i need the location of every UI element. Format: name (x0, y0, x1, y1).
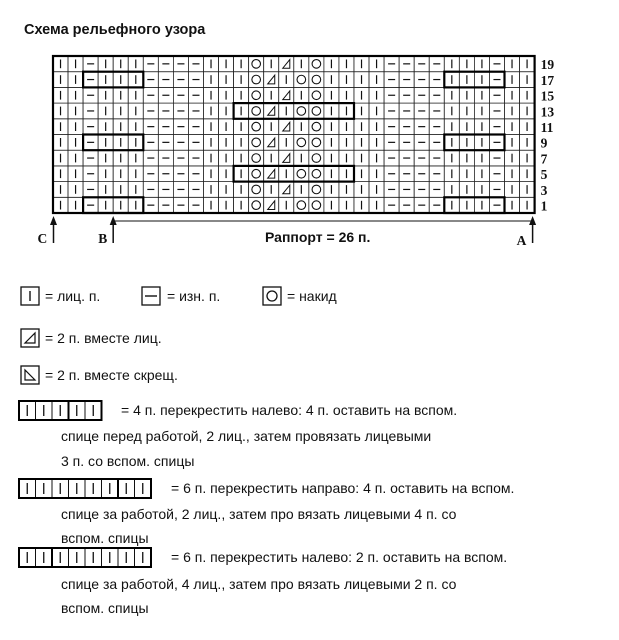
legend-yo: = накид (287, 288, 337, 304)
marker-c: C (37, 231, 48, 246)
chart-cell (309, 150, 324, 166)
chart-cell (249, 72, 264, 88)
row-number: 11 (540, 120, 554, 135)
cable-6-left-icon (18, 547, 168, 569)
chart-cell (249, 166, 264, 182)
row-number: 3 (540, 182, 548, 198)
legend-cable6-right-line1: = 6 п. перекрестить направо: 4 п. оставить на вспом. (171, 480, 515, 496)
chart-cell (294, 135, 309, 151)
row-numbers (541, 57, 555, 213)
legend-cable4-left-line3: 3 п. со вспом. спицы (61, 453, 195, 469)
chart-cell (309, 182, 324, 198)
chart-cell (249, 87, 264, 103)
chart-cell (294, 103, 309, 119)
chart-cell (309, 166, 324, 182)
chart-cell (249, 119, 264, 135)
legend-cable6-right-line3: вспом. спицы (61, 530, 149, 546)
chart-cell (249, 197, 264, 213)
knitting-chart (0, 0, 619, 270)
cable-6-right-icon (18, 478, 168, 500)
legend-cable6-left-line3: вспом. спицы (61, 600, 149, 616)
legend-cable4-left-line2: спице перед работой, 2 лиц., затем провязать лицевыми (61, 428, 432, 444)
yarn-over-icon (262, 286, 282, 306)
knit-stitch-icon (20, 286, 40, 306)
chart-cell (309, 56, 324, 72)
row-number: 9 (540, 135, 548, 151)
marker-a: A (516, 233, 527, 248)
chart-cell (249, 135, 264, 151)
row-number: 7 (540, 151, 548, 167)
chart-cell (309, 197, 324, 213)
chart-cell (309, 103, 324, 119)
chart-cell (294, 72, 309, 88)
repeat-label: Раппорт = 26 п. (265, 229, 371, 245)
k2tog-icon (20, 328, 40, 348)
chart-cell (309, 119, 324, 135)
row-number: 1 (540, 198, 548, 214)
chart-cell (249, 103, 264, 119)
row-number: 15 (540, 88, 555, 104)
legend-cable6-left-line2: спице за работой, 4 лиц., затем про вязать лицевыми 2 п. со (61, 576, 457, 592)
row-number: 19 (540, 57, 555, 73)
legend-k2tog-tbl: = 2 п. вместе скрещ. (45, 367, 178, 383)
chart-title: Схема рельефного узора (24, 22, 206, 38)
chart-cell (249, 150, 264, 166)
chart-cell (309, 135, 324, 151)
chart-cell (294, 197, 309, 213)
legend-knit: = лиц. п. (45, 288, 101, 304)
marker-b: B (98, 231, 108, 246)
legend-k2tog: = 2 п. вместе лиц. (45, 330, 162, 346)
legend-cable6-left-line1: = 6 п. перекрестить налево: 2 п. оставить на вспом. (171, 549, 508, 565)
chart-cell (249, 182, 264, 198)
row-number: 13 (540, 104, 555, 120)
chart-cell (309, 87, 324, 103)
cable-4-left-icon (18, 400, 118, 422)
k2tog-tbl-icon (20, 365, 40, 385)
row-number: 5 (540, 167, 548, 183)
legend-cable6-right-line2: спице за работой, 2 лиц., затем про вязать лицевыми 4 п. со (61, 506, 457, 522)
row-number: 17 (540, 72, 555, 88)
arrow-c-head (50, 216, 57, 225)
purl-stitch-icon (141, 286, 161, 306)
chart-cell (309, 72, 324, 88)
chart-cell (294, 166, 309, 182)
legend-cable4-left-line1: = 4 п. перекрестить налево: 4 п. оставить на вспом. (121, 402, 458, 418)
legend-purl: = изн. п. (167, 288, 221, 304)
chart-cell (249, 56, 264, 72)
